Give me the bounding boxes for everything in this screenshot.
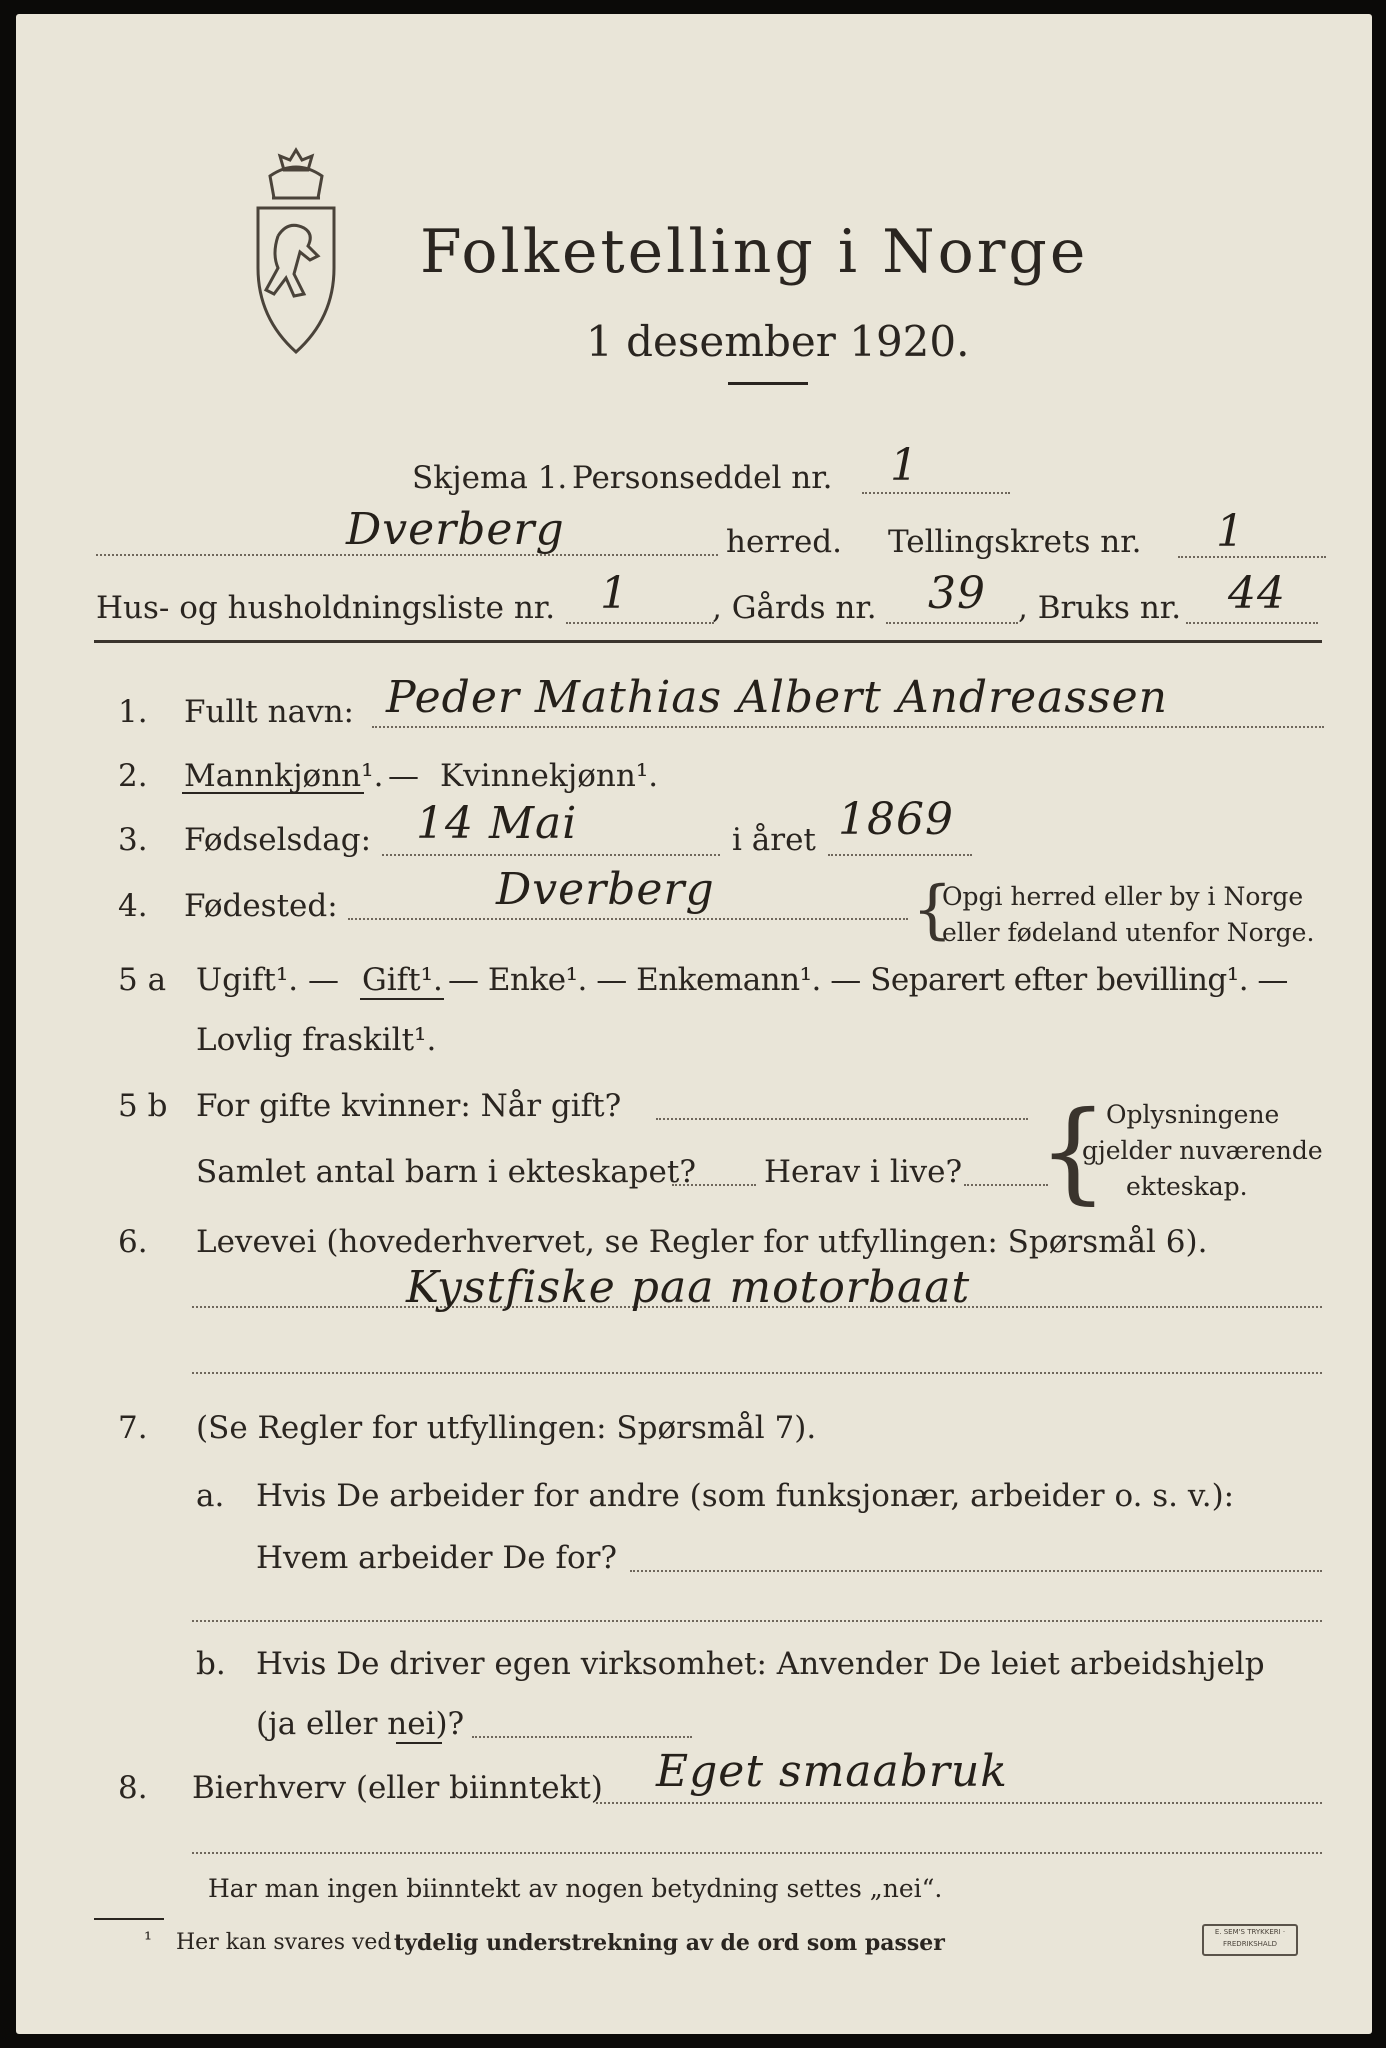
q6-number: 6.	[118, 1224, 148, 1260]
q2-dash: —	[388, 758, 419, 794]
printer-stamp	[1202, 1924, 1298, 1956]
q7b-number: b.	[196, 1646, 226, 1682]
q4-note-line1: Opgi herred eller by i Norge	[942, 882, 1304, 911]
q7b-line2: (ja eller nei)?	[256, 1706, 465, 1742]
q2-female: Kvinnekjønn¹.	[440, 758, 659, 794]
personseddel-value: 1	[890, 440, 919, 491]
personseddel-label: Personseddel nr.	[572, 460, 833, 496]
husliste-value: 1	[600, 568, 629, 619]
q7a-answer-line2	[192, 1620, 1322, 1622]
footnote-mark: ¹	[144, 1927, 153, 1951]
q3-line	[382, 854, 720, 856]
q7a-line2: Hvem arbeider De for?	[256, 1540, 618, 1576]
footnote-text-bold: tydelig understrekning av de ord som passer	[394, 1930, 945, 1956]
q7b-nei-underline	[396, 1742, 442, 1744]
q8-label: Bierhverv (eller biinntekt)	[192, 1770, 603, 1806]
q5b-line1: For gifte kvinner: Når gift?	[196, 1088, 622, 1124]
q3-year-label: i året	[732, 822, 816, 858]
q4-line	[348, 918, 908, 920]
tellingskrets-value: 1	[1216, 506, 1245, 557]
bruks-label: , Bruks nr.	[1018, 590, 1182, 626]
q3-label: Fødselsdag:	[184, 822, 372, 858]
q5b-brace: {	[1038, 1087, 1108, 1215]
q4-brace: {	[912, 873, 953, 947]
skjema-label: Skjema 1.	[412, 460, 568, 496]
printer-stamp-text: E. SEM'S TRYKKERI · FREDRIKSHALD	[1214, 1928, 1286, 1948]
tellingskrets-line	[1178, 556, 1326, 558]
header-rule	[94, 640, 1322, 643]
footnote-text-plain: Her kan svares ved	[176, 1930, 392, 1955]
q5b-note-line2: gjelder nuværende	[1082, 1136, 1323, 1165]
gards-label: , Gårds nr.	[712, 590, 877, 626]
personseddel-line	[862, 492, 1010, 494]
q8-line1	[596, 1802, 1322, 1804]
q7-label: (Se Regler for utfyllingen: Spørsmål 7).	[196, 1410, 817, 1446]
q5a-line1-start: Ugift¹. —	[196, 962, 339, 998]
q5a-gift: Gift¹.	[362, 962, 443, 998]
q4-number: 4.	[118, 888, 148, 924]
q1-value: Peder Mathias Albert Andreassen	[386, 672, 1168, 723]
q2-number: 2.	[118, 758, 148, 794]
q5b-barn-line	[672, 1184, 756, 1186]
q6-value: Kystfiske paa motorbaat	[406, 1262, 971, 1313]
q7b-line1: Hvis De driver egen virksomhet: Anvender De leiet arbeidshjelp	[256, 1646, 1265, 1682]
q5a-line2: Lovlig fraskilt¹.	[196, 1022, 437, 1058]
husliste-line	[566, 622, 714, 624]
q5b-number: 5 b	[118, 1088, 168, 1124]
q7b-answer-line	[472, 1736, 692, 1738]
gards-value: 39	[928, 568, 986, 619]
q3-year-value: 1869	[838, 794, 954, 845]
q6-line2	[192, 1372, 1322, 1374]
q4-note-line2: eller fødeland utenfor Norge.	[942, 918, 1315, 947]
q8-number: 8.	[118, 1770, 148, 1806]
bruks-value: 44	[1228, 568, 1286, 619]
q3-value: 14 Mai	[416, 798, 578, 849]
q2-male-underline	[182, 792, 364, 794]
tellingskrets-label: Tellingskrets nr.	[888, 524, 1142, 560]
q3-number: 3.	[118, 822, 148, 858]
census-form-sheet	[16, 14, 1372, 2034]
q5a-line1-end: — Enke¹. — Enkemann¹. — Separert efter bevilling¹. —	[448, 962, 1288, 998]
q5b-line2a: Samlet antal barn i ekteskapet?	[196, 1154, 696, 1190]
norwegian-coat-of-arms-icon	[248, 146, 344, 358]
title-divider	[728, 382, 808, 385]
q7a-number: a.	[196, 1478, 225, 1514]
herred-label: herred.	[726, 524, 842, 560]
q2-male: Mannkjønn¹.	[184, 758, 384, 794]
husliste-label: Hus- og husholdningsliste nr.	[96, 590, 556, 626]
q4-value: Dverberg	[496, 864, 715, 915]
gards-line	[886, 622, 1018, 624]
herred-value: Dverberg	[346, 504, 565, 555]
q8-value: Eget smaabruk	[656, 1746, 1008, 1797]
q3-year-line	[828, 854, 972, 856]
q7-number: 7.	[118, 1410, 148, 1446]
q7a-answer-line1	[630, 1570, 1322, 1572]
q6-label: Levevei (hovederhvervet, se Regler for utfyllingen: Spørsmål 6).	[196, 1224, 1208, 1260]
q1-line	[372, 726, 1324, 728]
q5b-live-line	[964, 1184, 1048, 1186]
q7a-line1: Hvis De arbeider for andre (som funksjonær, arbeider o. s. v.):	[256, 1478, 1235, 1514]
bruks-line	[1186, 622, 1318, 624]
q4-label: Fødested:	[184, 888, 338, 924]
form-date: 1 desember 1920.	[586, 317, 970, 366]
q5b-line2b: Herav i live?	[764, 1154, 963, 1190]
q5a-number: 5 a	[118, 962, 167, 998]
q5a-gift-underline	[360, 998, 444, 1000]
q1-label: Fullt navn:	[184, 694, 354, 730]
q5b-note-line1: Oplysningene	[1106, 1100, 1280, 1129]
q8-line2	[192, 1852, 1322, 1854]
q8-note: Har man ingen biinntekt av nogen betydning settes „nei“.	[208, 1874, 943, 1903]
footnote-divider	[94, 1918, 164, 1920]
q1-number: 1.	[118, 694, 148, 730]
q5b-note-line3: ekteskap.	[1126, 1172, 1248, 1201]
q5b-gift-line	[656, 1118, 1028, 1120]
form-title: Folketelling i Norge	[420, 217, 1089, 287]
